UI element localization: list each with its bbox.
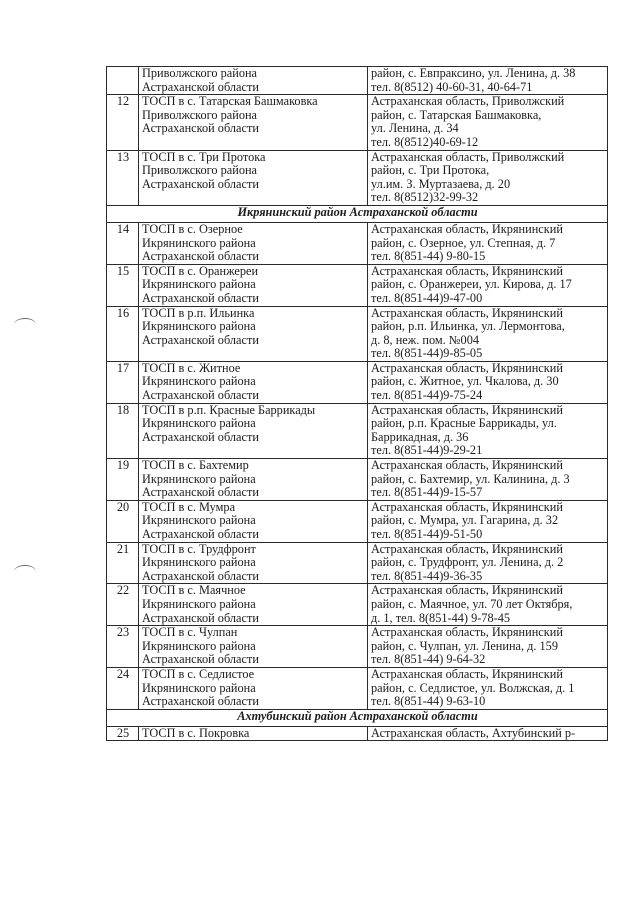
office-name-line: Астраханской области [142, 653, 259, 667]
office-name-line: ТОСП в с. Седлистое [142, 667, 255, 681]
table-row [107, 67, 608, 95]
office-name-line: ТОСП в с. Татарская Башмаковка [142, 95, 318, 109]
row-number: 14 [107, 222, 139, 264]
section-heading: Ахтубинский район Астраханской области [107, 709, 608, 726]
office-name-cell [139, 667, 368, 709]
office-name-line: Астраханской области [142, 389, 259, 403]
office-address-line: тел. 8(851-44)9-75-24 [371, 389, 483, 403]
office-name-cell [139, 500, 368, 542]
section-heading: Икрянинский район Астраханской области [107, 205, 608, 222]
office-name-cell [139, 403, 368, 458]
office-address-cell [368, 542, 608, 584]
row-number: 17 [107, 361, 139, 403]
office-name-line: ТОСП в с. Маячное [142, 584, 246, 598]
office-name-line: ТОСП в с. Оранжереи [142, 264, 259, 278]
table-row [107, 361, 608, 403]
office-address-line: Астраханская область, Икрянинский [371, 222, 563, 236]
office-name-cell [139, 542, 368, 584]
row-number: 16 [107, 306, 139, 361]
office-name-line: Икрянинского района [142, 472, 256, 486]
office-address-line: Астраханская область, Икрянинский [371, 306, 563, 320]
row-number: 19 [107, 459, 139, 501]
office-name-cell [139, 306, 368, 361]
office-address-cell [368, 150, 608, 205]
table-row [107, 403, 608, 458]
office-name-line: Астраханской области [142, 291, 259, 305]
table-row [107, 150, 608, 205]
section-row [107, 205, 608, 222]
office-name-line: Астраханской области [142, 430, 259, 444]
table-row [107, 667, 608, 709]
office-name-line: Икрянинского района [142, 278, 256, 292]
office-name-line: Астраханской области [142, 611, 259, 625]
office-name-cell [139, 584, 368, 626]
office-address-line: ул. Ленина, д. 34 [371, 122, 459, 136]
office-address-line: район, с. Оранжереи, ул. Кирова, д. 17 [371, 278, 572, 292]
office-name-cell [139, 361, 368, 403]
office-address-line: Астраханская область, Ахтубинский р- [371, 726, 576, 740]
office-address-cell [368, 667, 608, 709]
office-name-line: Астраханской области [142, 333, 259, 347]
offices-table [106, 66, 608, 741]
office-address-cell [368, 584, 608, 626]
office-address-line: район, с. Озерное, ул. Степная, д. 7 [371, 236, 556, 250]
office-name-line: Икрянинского района [142, 236, 256, 250]
office-name-cell [139, 726, 368, 741]
office-name-line: Астраханской области [142, 528, 259, 541]
office-name-line: ТОСП в р.п. Ильинка [142, 306, 255, 320]
margin-punch-mark [14, 565, 36, 578]
office-address-line: Астраханская область, Икрянинский [371, 264, 563, 278]
office-address-line: тел. 8(851-44)9-51-50 [371, 528, 483, 541]
table-row [107, 500, 608, 542]
table-row [107, 626, 608, 668]
office-name-line: Астраханской области [142, 250, 259, 264]
table-row [107, 264, 608, 306]
office-address-line: район, р.п. Ильинка, ул. Лермонтова, [371, 320, 565, 334]
office-address-line: Астраханская область, Приволжский [371, 95, 565, 109]
office-address-line: Астраханская область, Икрянинский [371, 459, 563, 473]
office-name-line: Икрянинского района [142, 320, 256, 334]
office-name-line: Астраханской области [142, 569, 259, 583]
office-name-line: Приволжского района [142, 164, 258, 178]
office-address-line: тел. 8(851-44) 9-80-15 [371, 250, 486, 264]
office-name-line: ТОСП в с. Мумра [142, 500, 236, 514]
office-name-line: ТОСП в с. Озерное [142, 222, 243, 236]
office-name-line: Икрянинского района [142, 639, 256, 653]
office-address-line: район, с. Маячное, ул. 70 лет Октября, [371, 597, 573, 611]
office-name-line: Икрянинского района [142, 681, 256, 695]
row-number: 23 [107, 626, 139, 668]
table-row [107, 542, 608, 584]
office-name-cell [139, 264, 368, 306]
office-address-line: д. 8, неж. пом. №004 [371, 333, 479, 347]
office-address-cell [368, 361, 608, 403]
table-row [107, 726, 608, 741]
margin-punch-mark [14, 318, 36, 331]
office-address-cell [368, 403, 608, 458]
office-name-line: ТОСП в р.п. Красные Баррикады [142, 403, 316, 417]
office-address-line: Баррикадная, д. 36 [371, 430, 469, 444]
office-address-line: Астраханская область, Икрянинский [371, 500, 563, 514]
office-name-line: ТОСП в с. Бахтемир [142, 459, 249, 473]
office-address-line: район, с. Бахтемир, ул. Калинина, д. 3 [371, 472, 570, 486]
office-name-line: Икрянинского района [142, 375, 256, 389]
office-address-line: Астраханская область, Икрянинский [371, 626, 563, 640]
office-address-line: тел. 8(8512)40-69-12 [371, 135, 479, 149]
office-address-line: Астраханская область, Приволжский [371, 150, 565, 164]
office-name-line: Икрянинского района [142, 514, 256, 528]
office-address-line: тел. 8(851-44) 9-64-32 [371, 653, 486, 667]
office-address-line: тел. 8(851-44) 9-63-10 [371, 695, 486, 709]
office-address-line: тел. 8(851-44)9-36-35 [371, 569, 483, 583]
office-name-cell [139, 459, 368, 501]
office-address-line: тел. 8(851-44)9-15-57 [371, 486, 483, 500]
office-address-cell [368, 95, 608, 150]
office-address-line: тел. 8(8512)32-99-32 [371, 191, 479, 205]
office-name-cell [139, 626, 368, 668]
office-address-line: Астраханская область, Икрянинский [371, 542, 563, 556]
office-name-line: Астраханской области [142, 122, 259, 136]
office-name-line: Приволжского района [142, 67, 258, 80]
office-address-line: тел. 8(851-44)9-85-05 [371, 347, 483, 361]
office-address-line: район, с. Седлистое, ул. Волжская, д. 1 [371, 681, 575, 695]
office-address-line: Астраханская область, Икрянинский [371, 584, 563, 598]
office-address-cell [368, 67, 608, 95]
office-address-line: район, с. Житное, ул. Чкалова, д. 30 [371, 375, 559, 389]
office-address-cell [368, 306, 608, 361]
office-address-cell [368, 726, 608, 741]
office-name-line: ТОСП в с. Житное [142, 361, 241, 375]
row-number: 13 [107, 150, 139, 205]
office-address-cell [368, 222, 608, 264]
office-address-line: тел. 8(851-44)9-29-21 [371, 444, 483, 458]
office-address-line: район, с. Чулпан, ул. Ленина, д. 159 [371, 639, 558, 653]
row-number: 24 [107, 667, 139, 709]
office-address-cell [368, 459, 608, 501]
office-name-line: Астраханской области [142, 177, 259, 191]
row-number: 15 [107, 264, 139, 306]
office-name-line: Приволжского района [142, 108, 258, 122]
table-row [107, 584, 608, 626]
row-number: 12 [107, 95, 139, 150]
office-address-line: район, с. Три Протока, [371, 164, 490, 178]
table-row [107, 95, 608, 150]
document-page [106, 66, 608, 741]
office-name-line: ТОСП в с. Три Протока [142, 150, 266, 164]
offices-table-body [107, 67, 608, 741]
table-row [107, 222, 608, 264]
office-address-line: тел. 8(8512) 40-60-31, 40-64-71 [371, 80, 533, 94]
row-number: 25 [107, 726, 139, 741]
office-address-line: тел. 8(851-44)9-47-00 [371, 291, 483, 305]
row-number [107, 67, 139, 95]
office-name-line: Астраханской области [142, 486, 259, 500]
office-name-cell [139, 67, 368, 95]
row-number: 21 [107, 542, 139, 584]
row-number: 18 [107, 403, 139, 458]
office-address-line: район, с. Трудфронт, ул. Ленина, д. 2 [371, 556, 564, 570]
table-row [107, 306, 608, 361]
office-name-line: Икрянинского района [142, 556, 256, 570]
office-name-line: Астраханской области [142, 695, 259, 709]
office-address-line: д. 1, тел. 8(851-44) 9-78-45 [371, 611, 511, 625]
office-address-line: Астраханская область, Икрянинский [371, 361, 563, 375]
row-number: 20 [107, 500, 139, 542]
office-address-cell [368, 626, 608, 668]
table-row [107, 459, 608, 501]
section-row [107, 709, 608, 726]
office-name-line: ТОСП в с. Покровка [142, 726, 250, 740]
office-address-line: район, р.п. Красные Баррикады, ул. [371, 417, 557, 431]
office-name-line: ТОСП в с. Трудфронт [142, 542, 256, 556]
office-name-cell [139, 222, 368, 264]
office-name-cell [139, 150, 368, 205]
row-number: 22 [107, 584, 139, 626]
office-address-cell [368, 500, 608, 542]
office-address-line: район, с. Мумра, ул. Гагарина, д. 32 [371, 514, 559, 528]
office-address-line: район, с. Татарская Башмаковка, [371, 108, 542, 122]
office-address-line: Астраханская область, Икрянинский [371, 667, 563, 681]
office-name-line: Икрянинского района [142, 417, 256, 431]
office-name-cell [139, 95, 368, 150]
office-address-cell [368, 264, 608, 306]
office-address-line: район, с. Евпраксино, ул. Ленина, д. 38 [371, 67, 576, 80]
office-name-line: Астраханской области [142, 80, 259, 94]
office-address-line: Астраханская область, Икрянинский [371, 403, 563, 417]
office-name-line: Икрянинского района [142, 597, 256, 611]
office-address-line: ул.им. З. Муртазаева, д. 20 [371, 177, 511, 191]
office-name-line: ТОСП в с. Чулпан [142, 626, 238, 640]
